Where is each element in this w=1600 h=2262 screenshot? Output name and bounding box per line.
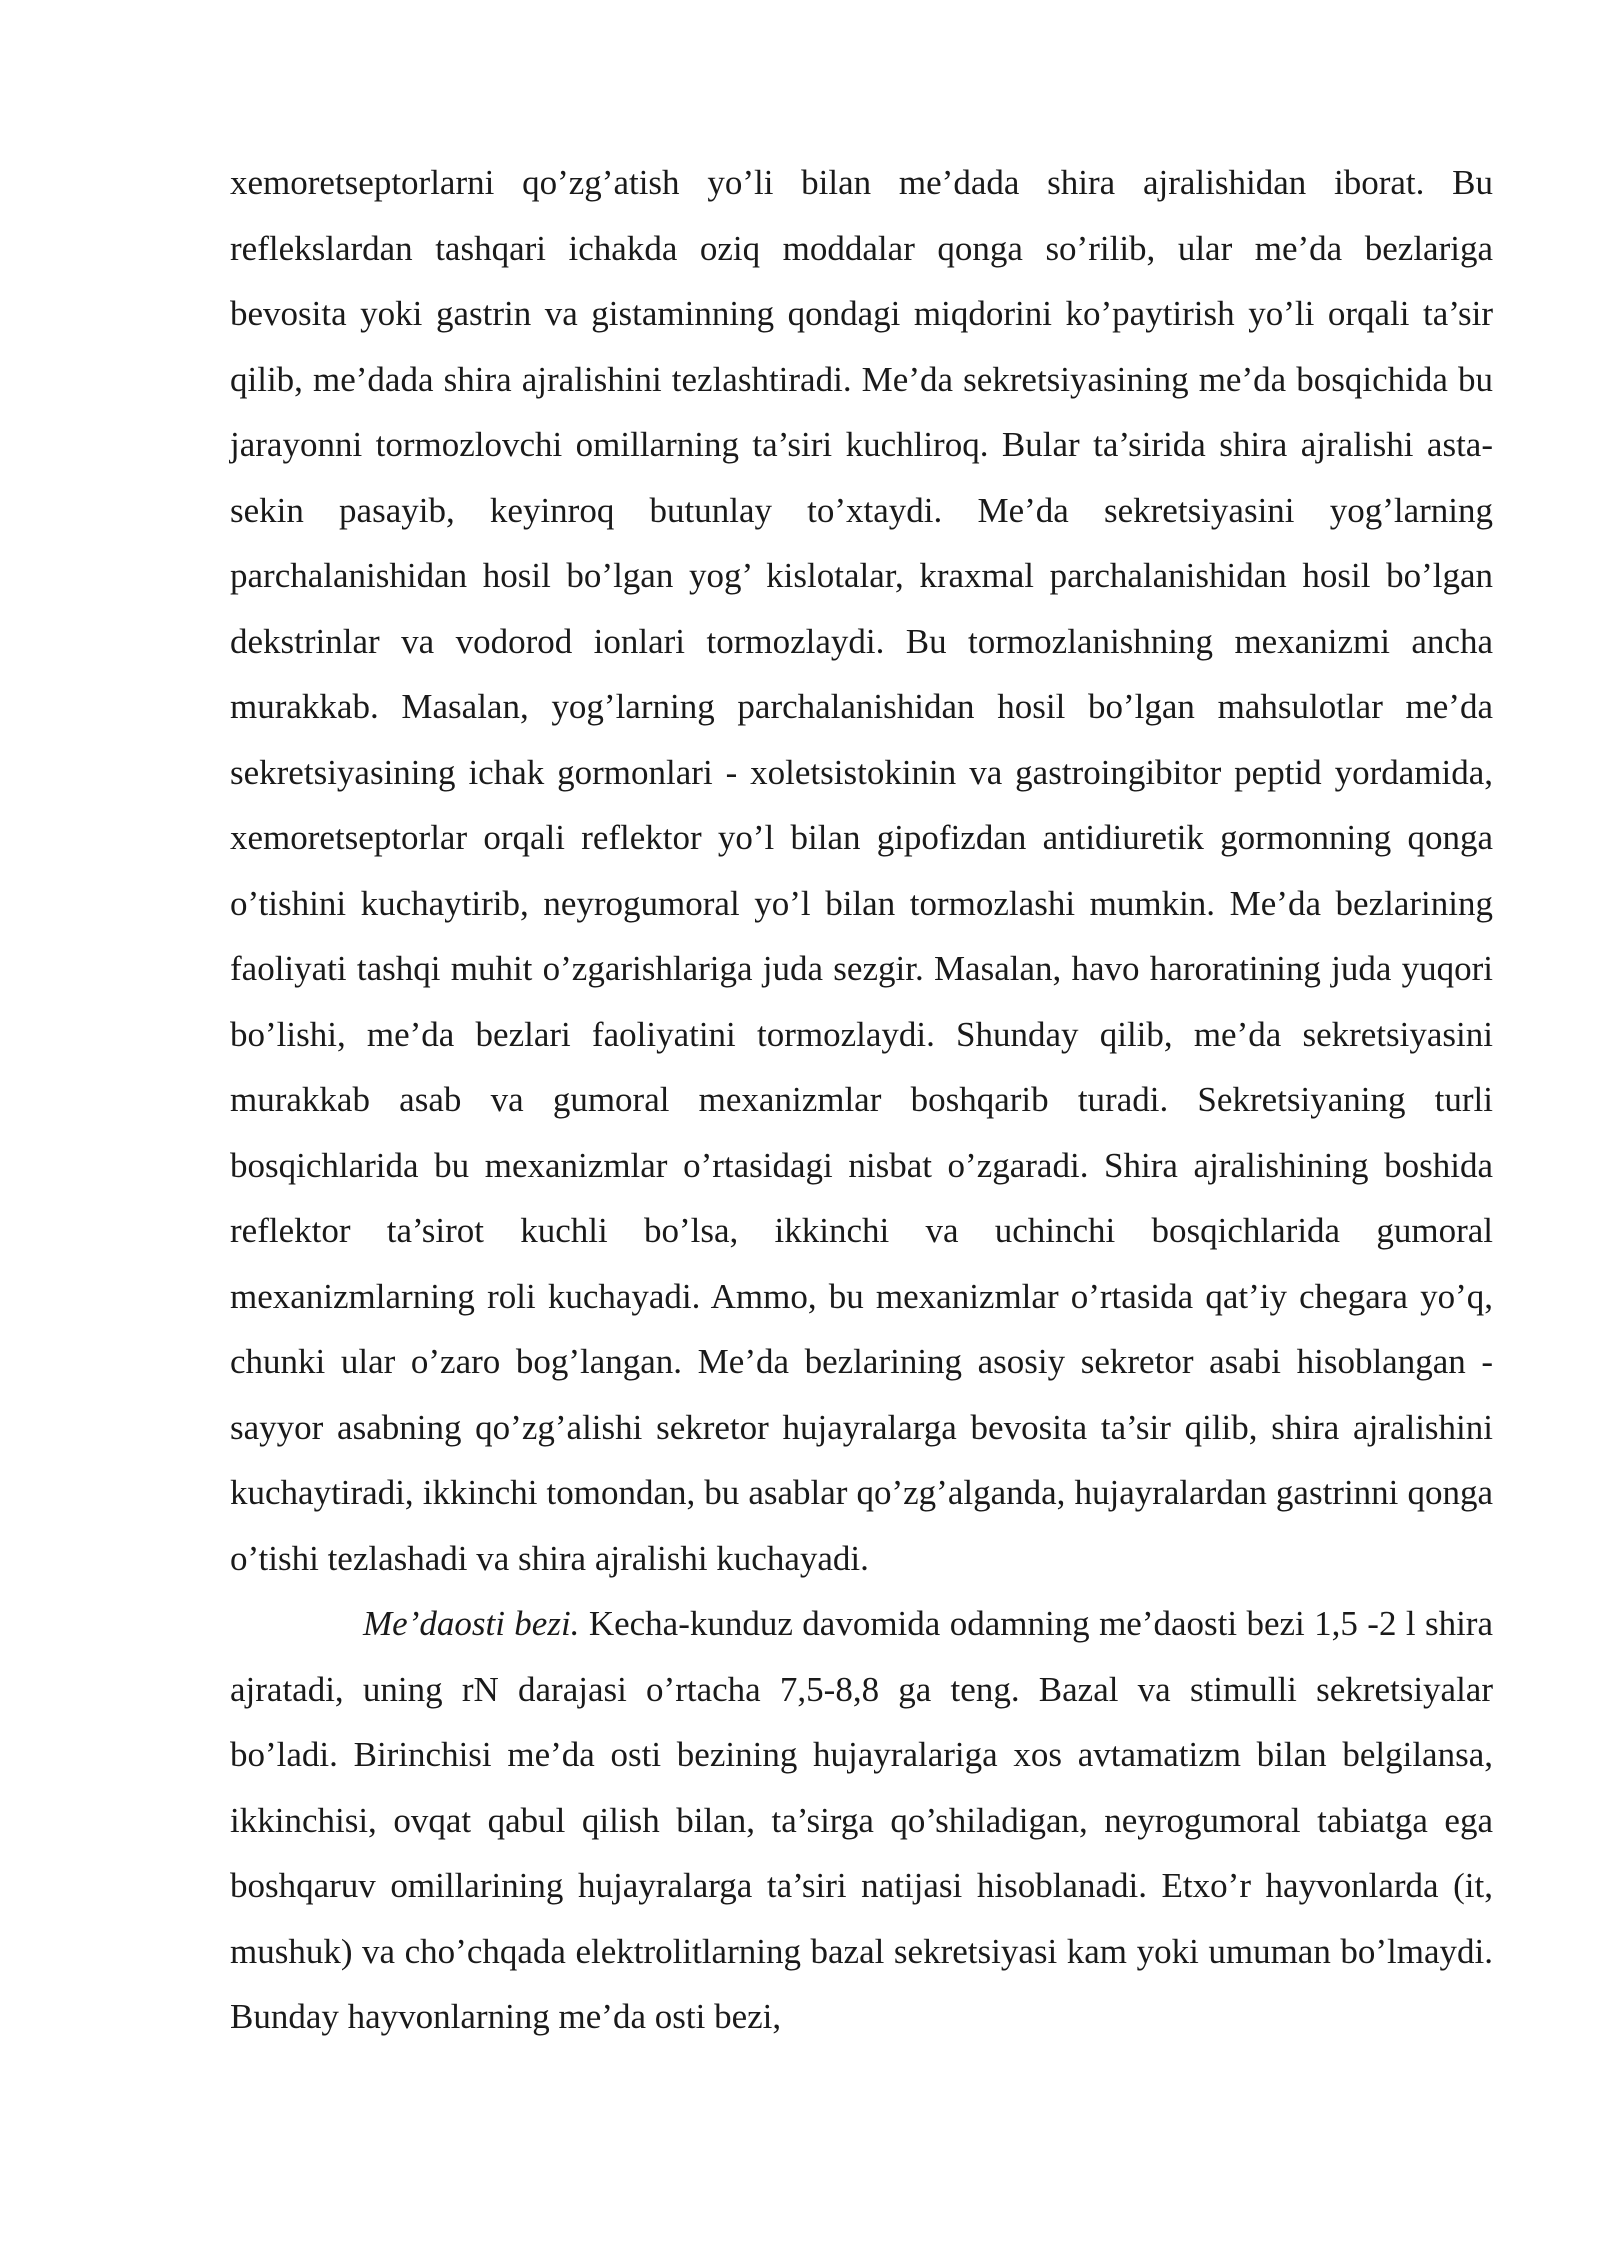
body-paragraph-2 — [230, 1591, 1493, 2050]
section-text: Kecha-kunduz davomida odamning me’daosti bezi 1,5 -2 l shira ajratadi, uning rN darajasi o’rtacha 7,5-8,8 ga teng. Bazal va stimulli sekretsiyalar bo’ladi. Birinchisi me’da osti bezining hujayralariga xos avtamatizm bilan belgilansa, ikkinchisi, ovqat qabul qilish bilan, ta’sirga qo’shiladigan, neyrogumoral tabiatga ega boshqaruv omillarining hujayralarga ta’siri natijasi hisoblanadi. Etxo’r hayvonlarda (it, mushuk) va cho’chqada elektrolitlarning bazal sekretsiyasi kam yoki umuman bo’lmaydi. Bunday hayvonlarning me’da osti bezi, — [230, 1604, 1493, 2036]
document-page — [230, 150, 1493, 2050]
body-paragraph-1: xemoretseptorlarni qo’zg’atish yo’li bilan me’dada shira ajralishidan iborat. Bu reflekslardan tashqari ichakda oziq moddalar qonga so’rilib, ular me’da bezlariga bevosita yoki gastrin va gistaminning qondagi miqdorini ko’paytirish yo’li orqali ta’sir qilib, me’dada shira ajralishini tezlashtiradi. Me’da sekretsiyasining me’da bosqichida bu jarayonni tormozlovchi omillarning ta’siri kuchliroq. Bular ta’sirida shira ajralishi asta-sekin pasayib, keyinroq butunlay to’xtaydi. Me’da sekretsiyasini yog’larning parchalanishidan hosil bo’lgan yog’ kislotalar, kraxmal parchalanishidan hosil bo’lgan dekstrinlar va vodorod ionlari tormozlaydi. Bu tormozlanishning mexanizmi ancha murakkab. Masalan, yog’larning parchalanishidan hosil bo’lgan mahsulotlar me’da sekretsiyasining ichak gormonlari - xoletsistokinin va gastroingibitor peptid yordamida, xemoretseptorlar orqali reflektor yo’l bilan gipofizdan antidiuretik gormonning qonga o’tishini kuchaytirib, neyrogumoral yo’l bilan tormozlashi mumkin. Me’da bezlarining faoliyati tashqi muhit o’zgarishlariga juda sezgir. Masalan, havo haroratining juda yuqori bo’lishi, me’da bezlari faoliyatini tormozlaydi. Shunday qilib, me’da sekretsiyasini murakkab asab va gumoral mexanizmlar boshqarib turadi. Sekretsiyaning turli bosqichlarida bu mexanizmlar o’rtasidagi nisbat o’zgaradi. Shira ajralishining boshida reflektor ta’sirot kuchli bo’lsa, ikkinchi va uchinchi bosqichlarida gumoral mexanizmlarning roli kuchayadi. Ammo, bu mexanizmlar o’rtasida qat’iy chegara yo’q, chunki ular o’zaro bog’langan. Me’da bezlarining asosiy sekretor asabi hisoblangan - sayyor asabning qo’zg’alishi sekretor hujayralarga bevosita ta’sir qilib, shira ajralishini kuchaytiradi, ikkinchi tomondan, bu asablar qo’zg’alganda, hujayralardan gastrinni qonga o’tishi tezlashadi va shira ajralishi kuchayadi. — [230, 163, 1493, 1578]
section-term: Me’daosti bezi. — [363, 1604, 580, 1643]
